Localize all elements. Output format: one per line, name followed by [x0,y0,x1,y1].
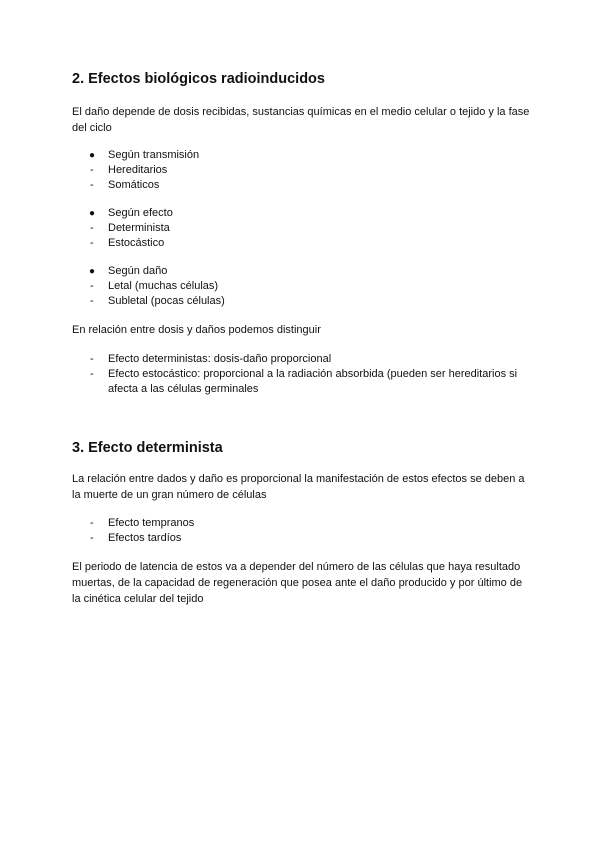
section-2-heading: 2. Efectos biológicos radioinducidos [72,71,325,87]
dash-marker: - [90,368,94,380]
dash-marker: - [90,532,94,544]
dash-marker: - [90,222,94,234]
list-dash-item: - Hereditarios [90,164,168,176]
dash-marker: - [90,353,94,365]
list-dash-item: - Efectos tardíos [90,532,182,544]
bullet-marker: ● [89,150,96,161]
section-3-intro: La relación entre dados y daño es proporcional la manifestación de estos efectos se deben a la muerte de un gran número de células [72,473,525,501]
group-dano [72,264,542,309]
section-3-heading: 3. Efecto determinista [72,440,223,456]
list-dash-item: - Determinista [90,222,170,234]
dash-marker: - [90,295,94,307]
list-bullet-item: ● Según daño [89,265,168,277]
group-transmision [72,148,542,193]
list-dash-item: - Efecto tempranos [90,517,195,529]
dash-marker: - [90,237,94,249]
bullet-marker: ● [89,266,96,277]
dash-marker: - [90,517,94,529]
list-dash-item: - Efecto deterministas: dosis-daño proporcional [90,353,332,365]
list-dash-item: - Letal (muchas células) [90,280,219,292]
effects-list [72,516,542,546]
dash-marker: - [90,280,94,292]
dash-marker: - [90,179,94,191]
relation-text: En relación entre dosis y daños podemos distinguir [72,324,321,336]
list-bullet-item: ● Según transmisión [89,149,200,161]
section-2-intro: El daño depende de dosis recibidas, sustancias químicas en el medio celular o tejido y la fase del ciclo [72,106,530,134]
group-efecto [72,206,542,251]
bullet-marker: ● [89,208,96,219]
list-dash-item: - Efecto estocástico: proporcional a la radiación absorbida (pueden ser hereditarios si afecta a las células germinales [90,368,518,395]
relation-list [72,352,542,397]
list-dash-item: - Subletal (pocas células) [90,295,225,307]
list-bullet-item: ● Según efecto [89,207,173,219]
list-dash-item: - Estocástico [90,237,165,249]
list-dash-item: - Somáticos [90,179,160,191]
dash-marker: - [90,164,94,176]
section-3-closing: El periodo de latencia de estos va a depender del número de las células que haya resultado muertas, de la capacidad de regeneración que posea ante el daño producido y por último de la cinética celular del tejido [72,561,523,605]
